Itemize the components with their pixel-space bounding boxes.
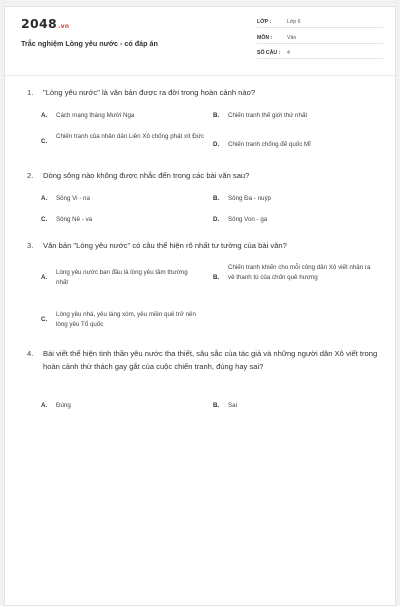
question-number: 1. [27, 88, 34, 97]
question-number: 3. [27, 241, 34, 250]
option-letter: B. [213, 112, 220, 119]
site-logo[interactable] [21, 16, 69, 31]
option-letter: A. [41, 195, 48, 202]
meta-label: LỚP : [257, 19, 272, 25]
option-letter: A. [41, 112, 48, 119]
meta-row-subject [257, 32, 383, 44]
meta-value: 4 [287, 50, 290, 56]
option-text: Lòng yêu nhà, yêu láng xóm, yêu miền quê trở nên lòng yêu Tổ quốc [56, 311, 196, 328]
option-letter: C. [41, 138, 48, 145]
question-text: "Lòng yêu nước" là văn bản được ra đời trong hoàn cảnh nào? [43, 88, 256, 97]
header-divider [5, 75, 395, 76]
question-text: Bài viết thể hiện tinh thần yêu nước tha thiết, sâu sắc của tác giả và những người dân Xô viết trong hoàn cảnh thử thách gay gắt của cuộc chiến tranh, đúng hay sai? [43, 349, 378, 371]
question-number: 4. [27, 349, 34, 358]
option-text: Sông Von - ga [228, 216, 268, 223]
question-text: Dòng sông nào không được nhắc đến trong các bài văn sau? [43, 171, 250, 180]
meta-label: SỐ CÂU : [257, 50, 281, 56]
meta-value: Lớp 6 [287, 19, 301, 25]
option-letter: B. [213, 274, 220, 281]
option-text: Chiến tranh của nhân dân Liên Xô chống phát xít Đức [56, 133, 204, 140]
option-text: Đúng [56, 402, 71, 409]
meta-row-grade [257, 16, 383, 28]
option-text: Cách mạng tháng Mười Nga [56, 112, 135, 119]
option-text: Sông Nê - va [56, 216, 93, 223]
meta-row-count [257, 47, 383, 59]
option-letter: D. [213, 216, 220, 223]
logo-domain: .vn [58, 23, 70, 30]
option-text: Sông Vi - na [56, 195, 90, 202]
option-letter: C. [41, 216, 48, 223]
meta-value: Văn [287, 35, 297, 41]
option-letter: B. [213, 402, 220, 409]
worksheet-header [5, 7, 395, 73]
option-letter: C. [41, 316, 48, 323]
question-number: 2. [27, 171, 34, 180]
option-letter: D. [213, 141, 220, 148]
worksheet-title: Trắc nghiệm Lòng yêu nước - có đáp án [21, 39, 158, 48]
option-letter: A. [41, 402, 48, 409]
option-text: Chiến tranh khiến cho mỗi công dân Xô viết nhận ra vẻ thanh tú của chốn quê hương [228, 264, 371, 281]
option-text: Chiến tranh thế giới thứ nhất [228, 112, 308, 119]
logo-text: 2048 [21, 16, 57, 31]
worksheet-page [4, 6, 396, 606]
option-letter: B. [213, 195, 220, 202]
question-text: Văn bản "Lòng yêu nước" có câu thể hiện rõ nhất tư tưởng của bài văn? [43, 241, 287, 250]
option-text: Lòng yêu nước ban đầu là lòng yêu tầm thường nhất [56, 269, 188, 286]
option-text: Sai [228, 402, 237, 409]
meta-label: MÔN : [257, 35, 273, 41]
option-letter: A. [41, 274, 48, 281]
option-text: Sông Đa - nuýp [228, 195, 271, 202]
option-text: Chiến tranh chống đế quốc Mĩ [228, 141, 311, 148]
